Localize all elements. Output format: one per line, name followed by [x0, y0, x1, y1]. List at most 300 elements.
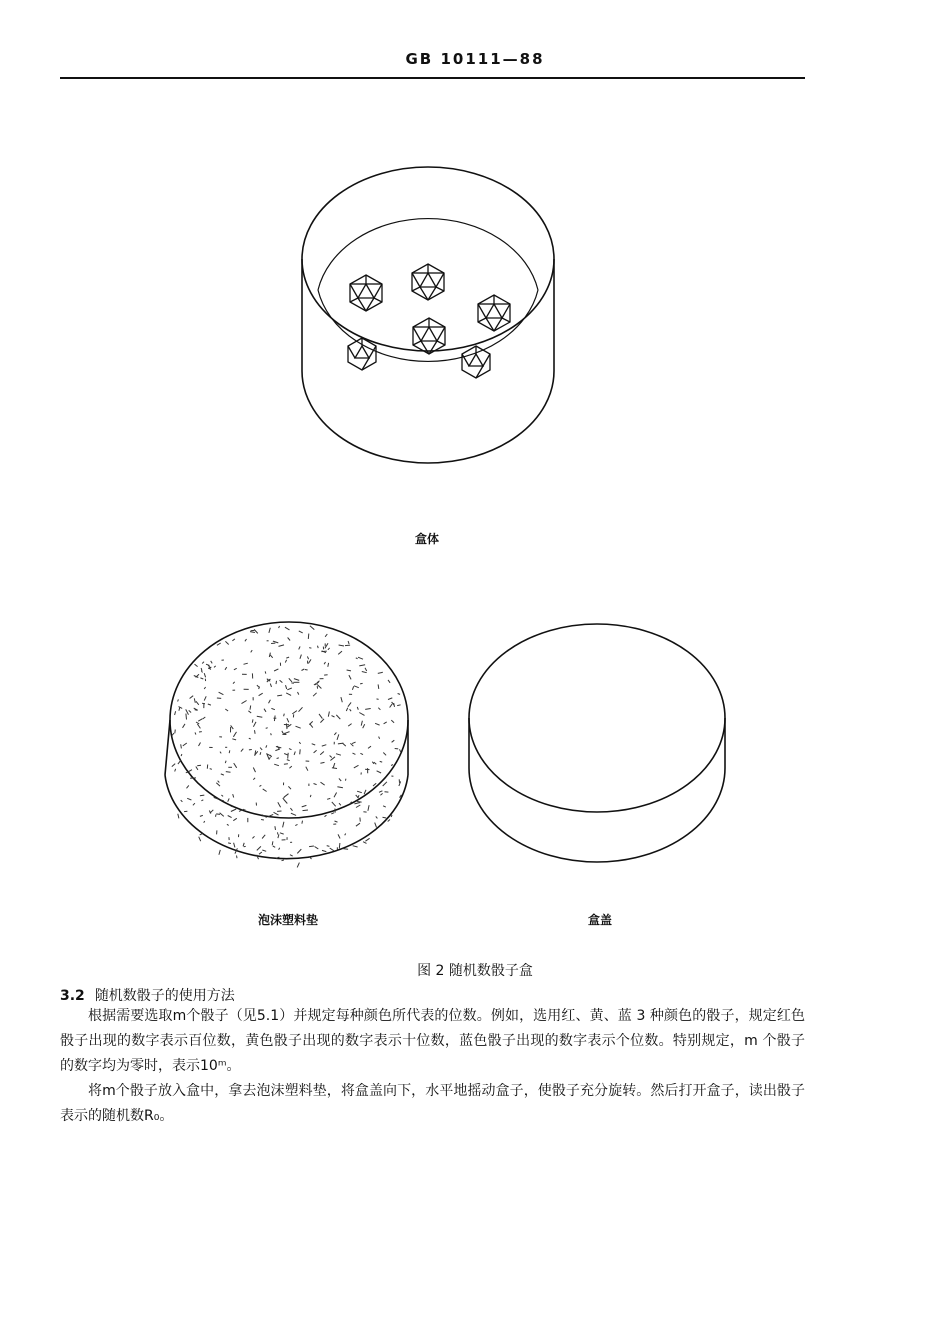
- foam-speckle: [233, 794, 234, 797]
- foam-speckle: [277, 758, 279, 759]
- foam-speckle: [353, 846, 358, 847]
- foam-speckle: [336, 715, 340, 719]
- foam-speckle: [285, 660, 286, 663]
- foam-speckle: [219, 692, 224, 695]
- foam-speckle: [283, 799, 287, 804]
- foam-speckle: [195, 732, 196, 734]
- foam-speckle: [181, 744, 182, 748]
- foam-speckle: [232, 739, 236, 740]
- foam-speckle: [189, 710, 191, 712]
- section-number: 3.2: [60, 988, 85, 1004]
- foam-speckle: [237, 856, 238, 859]
- foam-speckle: [368, 805, 369, 811]
- foam-speckle: [220, 752, 221, 754]
- foam-speckle: [172, 733, 174, 736]
- foam-speckle: [378, 684, 379, 689]
- foam-speckle: [338, 651, 342, 654]
- foam-speckle: [219, 850, 220, 855]
- foam-speckle: [216, 783, 220, 786]
- foam-speckle: [266, 745, 267, 747]
- foam-speckle: [362, 672, 367, 673]
- foam-speckle: [332, 768, 337, 769]
- foam-speckle: [231, 806, 233, 807]
- foam-speckle: [274, 812, 279, 815]
- die-icon: [348, 338, 376, 370]
- foam-speckle: [337, 787, 343, 788]
- foam-speckle: [228, 816, 232, 818]
- foam-speckle: [343, 849, 348, 850]
- foam-speckle: [259, 785, 261, 786]
- foam-speckle: [339, 803, 341, 805]
- foam-speckle: [365, 668, 367, 671]
- foam-speckle: [328, 663, 329, 667]
- foam-speckle: [211, 661, 213, 664]
- foam-speckle: [334, 733, 336, 735]
- foam-speckle: [379, 737, 380, 739]
- foam-speckle: [337, 734, 339, 740]
- foam-speckle: [325, 815, 327, 817]
- foam-speckle: [336, 754, 341, 756]
- foam-speckle: [361, 721, 362, 726]
- foam-speckle: [303, 810, 309, 811]
- foam-speckle: [251, 650, 253, 652]
- foam-speckle: [307, 656, 308, 659]
- foam-speckle: [365, 838, 369, 841]
- foam-speckle: [233, 818, 237, 820]
- foam-speckle: [377, 771, 382, 773]
- foam-speckle: [298, 692, 299, 695]
- foam-speckle: [227, 824, 229, 825]
- foam-speckle: [225, 761, 226, 763]
- foam-speckle: [363, 842, 366, 844]
- foam-speckle: [257, 685, 259, 687]
- foam-speckle: [373, 783, 376, 786]
- foam-speckle: [377, 699, 379, 700]
- section-heading: [60, 985, 235, 1005]
- foam-speckle: [284, 794, 289, 798]
- foam-speckle: [310, 795, 311, 797]
- foam-speckle: [325, 634, 327, 637]
- foam-speckle: [270, 684, 271, 687]
- foam-speckle: [339, 778, 341, 781]
- foam-speckle: [350, 709, 352, 711]
- foam-speckle: [378, 672, 383, 673]
- foam-speckle: [374, 762, 377, 764]
- foam-speckle: [249, 738, 251, 739]
- foam-speckle: [383, 782, 387, 786]
- foam-speckle: [392, 740, 395, 742]
- foam-speckle: [195, 664, 198, 667]
- foam-speckle: [321, 782, 325, 785]
- paragraph-1: 根据需要选取m个骰子（见5.1）并规定每种颜色所代表的位数。例如，选用红、黄、蓝 3 种颜色的骰子，规定红色骰子出现的数字表示百位数，黄色骰子出现的数字表示十位数，蓝色骰子出现的数字表示个位数。特别规定，m 个骰子的数字均为零时，表示10ᵐ。: [60, 1008, 805, 1074]
- die-icon: [350, 275, 382, 311]
- foam-speckle: [279, 848, 280, 850]
- foam-speckle: [197, 724, 200, 728]
- foam-speckle: [291, 813, 296, 815]
- foam-speckle: [330, 756, 332, 758]
- foam-speckle: [234, 843, 235, 848]
- foam-speckle: [328, 712, 329, 717]
- foam-speckle: [200, 815, 203, 816]
- foam-speckle: [203, 717, 206, 719]
- foam-speckle: [349, 675, 351, 679]
- foam-speckle: [320, 719, 324, 723]
- foam-speckle: [253, 722, 256, 727]
- foam-speckle: [228, 798, 230, 801]
- foam-speckle: [234, 763, 237, 768]
- foam-speckle: [294, 752, 295, 755]
- foam-speckle: [288, 753, 289, 759]
- foam-speckle: [322, 850, 326, 851]
- foam-speckle: [297, 849, 301, 853]
- foam-speckle: [200, 678, 203, 679]
- foam-speckle: [221, 774, 224, 775]
- die-icon: [413, 318, 445, 354]
- foam-speckle: [232, 639, 235, 641]
- foam-speckle: [315, 847, 319, 849]
- foam-speckle: [364, 790, 366, 794]
- foam-speckle: [332, 716, 335, 717]
- foam-speckle: [175, 730, 176, 734]
- lid-label: 盒盖: [588, 913, 613, 927]
- section-title: 随机数骰子的使用方法: [94, 988, 235, 1004]
- foam-speckle: [345, 834, 346, 836]
- foam-speckle: [196, 767, 198, 770]
- foam-speckle: [257, 846, 261, 850]
- foam-speckle: [276, 681, 277, 684]
- foam-speckle: [375, 723, 380, 725]
- foam-speckle: [208, 704, 211, 705]
- foam-speckle: [391, 765, 393, 766]
- foam-speckle: [270, 655, 273, 658]
- foam-speckle: [353, 753, 356, 754]
- foam-speckle: [305, 670, 308, 671]
- box-body-label: 盒体: [415, 532, 440, 546]
- foam-speckle: [322, 745, 327, 746]
- foam-speckle: [273, 641, 278, 643]
- foam-speckle: [299, 742, 300, 744]
- foam-speckle: [306, 767, 308, 771]
- foam-speckle: [244, 663, 248, 664]
- foam-speckle: [354, 765, 359, 768]
- foam-speckle: [358, 795, 360, 798]
- foam-speckle: [272, 841, 273, 845]
- foam-speckle: [262, 835, 265, 839]
- foam-speckle: [397, 705, 400, 706]
- foam-speckle: [250, 706, 251, 710]
- foam-speckle: [208, 667, 211, 668]
- foam-speckle: [391, 815, 392, 817]
- foam-speckle: [214, 666, 216, 668]
- foam-speckle: [288, 638, 291, 641]
- foam-speckle: [277, 695, 282, 696]
- foam-speckle: [179, 708, 180, 711]
- foam-speckle: [384, 722, 387, 724]
- foam-speckle: [287, 688, 292, 690]
- foam-speckle: [318, 646, 319, 648]
- foam-speckle: [383, 806, 386, 807]
- foam-speckle: [359, 713, 364, 716]
- foam-speckle: [204, 696, 206, 700]
- foam-speckle: [187, 785, 189, 788]
- foam-speckle: [310, 626, 314, 630]
- foam-speckle: [324, 662, 325, 664]
- foam-speckle: [378, 708, 380, 710]
- foam-speckle: [253, 768, 255, 773]
- foam-speckle: [280, 833, 284, 834]
- foam-speckle: [262, 850, 266, 851]
- foam-speckle: [194, 698, 195, 703]
- foam-speckle: [358, 657, 363, 659]
- foam-speckle: [289, 766, 291, 768]
- foam-speckle: [388, 680, 390, 683]
- foam-speckle: [204, 687, 205, 689]
- foam-speckle: [320, 762, 324, 763]
- foam-speckle: [234, 668, 237, 670]
- foam-speckle: [269, 628, 270, 633]
- foam-speckle: [274, 764, 279, 766]
- foam-speckle: [352, 686, 353, 690]
- foam-speckle: [175, 769, 176, 772]
- foam-speckle: [372, 762, 374, 764]
- foam-speckle: [299, 646, 300, 649]
- foam-speckle: [295, 824, 297, 825]
- foam-speckle: [289, 749, 292, 750]
- foam-speckle: [388, 698, 392, 700]
- foam-speckle: [380, 793, 382, 795]
- foam-speckle: [346, 708, 348, 711]
- foam-speckle: [233, 732, 236, 737]
- foam-speckle: [199, 837, 201, 842]
- foam-speckle: [261, 820, 264, 821]
- foam-speckle: [216, 814, 220, 815]
- foam-speckle: [259, 852, 262, 854]
- foam-speckle: [309, 721, 312, 724]
- foam-pad-drawing: [165, 622, 408, 867]
- foam-speckle: [327, 798, 330, 799]
- foam-speckle: [308, 659, 311, 663]
- foam-speckle: [287, 760, 290, 761]
- foam-speckle: [183, 743, 187, 746]
- foam-speckle: [359, 665, 365, 666]
- foam-speckle: [202, 662, 204, 664]
- foam-speckle: [309, 648, 311, 649]
- foam-speckle: [283, 797, 285, 798]
- foam-speckle: [271, 708, 275, 709]
- figure-title: 图 2 随机数骰子盒: [417, 963, 533, 979]
- lid-drawing: [469, 624, 725, 862]
- foam-speckle: [286, 723, 287, 729]
- foam-speckle: [354, 803, 360, 804]
- foam-speckle: [266, 728, 268, 729]
- foam-speckle: [302, 805, 307, 807]
- die-icon: [412, 264, 444, 300]
- foam-speckle: [330, 848, 334, 851]
- foam-speckle: [348, 702, 351, 706]
- foam-speckle: [178, 699, 179, 701]
- foam-speckle: [338, 834, 340, 838]
- foam-speckle: [286, 657, 289, 658]
- foam-speckle: [241, 749, 243, 752]
- foam-speckle: [288, 786, 291, 789]
- foam-speckle: [201, 800, 203, 801]
- foam-speckle: [280, 680, 283, 682]
- foam-pad-label: 泡沫塑料垫: [258, 913, 319, 927]
- foam-speckle: [360, 753, 363, 754]
- foam-speckle: [383, 753, 386, 756]
- foam-speckle: [388, 820, 390, 822]
- foam-speckle: [352, 742, 356, 744]
- foam-speckle: [347, 670, 351, 671]
- foam-speckle: [332, 802, 336, 806]
- foam-speckle: [313, 693, 317, 696]
- foam-speckle: [292, 711, 297, 714]
- foam-speckle: [314, 784, 317, 785]
- foam-speckle: [178, 760, 181, 764]
- foam-speckle: [354, 686, 359, 688]
- foam-speckle: [375, 823, 377, 828]
- foam-speckle: [302, 821, 303, 824]
- foam-speckle: [357, 802, 362, 803]
- foam-speckle: [175, 711, 176, 715]
- foam-speckle: [255, 730, 256, 734]
- standard-code-header: GB 10111—88: [405, 50, 545, 68]
- foam-speckle: [348, 641, 349, 644]
- foam-speckle: [264, 709, 266, 712]
- foam-speckle: [221, 795, 223, 796]
- foam-speckle: [226, 772, 231, 773]
- foam-speckle: [357, 707, 358, 710]
- foam-speckle: [365, 709, 371, 710]
- foam-speckle: [200, 795, 204, 796]
- foam-speckle: [190, 696, 194, 699]
- foam-speckle: [265, 671, 266, 673]
- foam-speckle: [242, 701, 247, 704]
- foam-speckle: [243, 843, 244, 847]
- foam-speckle: [334, 793, 337, 798]
- foam-speckle: [193, 803, 195, 805]
- foam-speckle: [245, 639, 247, 641]
- foam-speckle: [398, 694, 401, 695]
- foam-speckle: [287, 718, 289, 722]
- foam-speckle: [300, 655, 302, 659]
- foam-speckle: [360, 683, 363, 684]
- foam-speckle: [263, 789, 267, 792]
- foam-speckle: [248, 711, 251, 713]
- foam-speckle: [196, 722, 199, 724]
- foam-speckle: [331, 813, 334, 814]
- foam-speckle: [400, 749, 401, 752]
- foam-speckle: [269, 700, 271, 704]
- foam-speckle: [210, 769, 212, 770]
- foam-speckle: [379, 791, 382, 793]
- foam-speckle: [217, 643, 221, 645]
- foam-speckle: [312, 744, 316, 745]
- foam-speckle: [181, 800, 183, 802]
- foam-speckle: [296, 726, 301, 728]
- foam-speckle: [278, 834, 279, 838]
- foam-speckle: [284, 764, 288, 765]
- foam-speckle: [308, 634, 309, 639]
- foam-speckle: [196, 701, 199, 705]
- foam-speckle: [299, 631, 303, 633]
- foam-speckle: [218, 781, 220, 783]
- foam-speckle: [271, 733, 272, 735]
- foam-speckle: [260, 752, 261, 755]
- foam-speckle: [356, 823, 360, 826]
- foam-speckle: [210, 810, 213, 813]
- foam-speckle: [376, 816, 378, 818]
- foam-speckle: [345, 645, 350, 646]
- foam-speckle: [204, 673, 205, 677]
- foam-speckle: [231, 809, 236, 812]
- foam-speckle: [290, 855, 293, 856]
- foam-speckle: [289, 678, 292, 682]
- foam-speckle: [309, 846, 314, 847]
- foam-speckle: [178, 814, 179, 819]
- foam-speckle: [225, 709, 228, 711]
- foam-speckle: [252, 836, 254, 838]
- foam-speckle: [333, 763, 335, 768]
- foam-speckle: [275, 826, 276, 830]
- foam-speckle: [274, 669, 278, 671]
- foam-speckle: [220, 813, 224, 817]
- foam-speckle: [339, 645, 344, 646]
- foam-speckle: [228, 843, 231, 844]
- foam-speckle: [320, 752, 324, 755]
- foam-speckle: [204, 821, 205, 823]
- foam-speckle: [299, 707, 303, 711]
- foam-speckle: [286, 693, 291, 696]
- foam-speckle: [198, 719, 202, 722]
- foam-speckle: [252, 719, 253, 722]
- foam-speckle: [319, 714, 322, 719]
- foam-speckle: [356, 805, 360, 808]
- foam-speckle: [285, 627, 290, 630]
- foam-speckle: [283, 822, 284, 828]
- foam-speckle: [253, 778, 255, 780]
- foam-speckle: [279, 645, 285, 647]
- foam-speckle: [172, 764, 175, 767]
- foam-speckle: [328, 648, 330, 650]
- foam-speckle: [225, 667, 227, 670]
- foam-speckle: [297, 863, 299, 868]
- foam-speckle: [290, 808, 292, 811]
- foam-speckle: [186, 714, 187, 720]
- foam-speckle: [286, 685, 287, 689]
- foam-speckle: [225, 641, 228, 644]
- foam-speckle: [260, 748, 262, 750]
- foam-speckle: [250, 632, 255, 633]
- foam-speckle: [267, 679, 268, 681]
- foam-speckle: [206, 664, 210, 665]
- foam-speckle: [356, 658, 358, 659]
- foam-speckle: [339, 843, 340, 848]
- foam-speckle: [368, 746, 371, 748]
- foam-speckle: [357, 791, 362, 793]
- die-icon: [478, 295, 510, 331]
- foam-speckle: [200, 834, 203, 835]
- foam-speckle: [383, 817, 387, 818]
- foam-speckle: [363, 724, 365, 728]
- foam-speckle: [282, 860, 284, 861]
- foam-speckle: [273, 846, 275, 847]
- foam-speckle: [229, 750, 230, 753]
- foam-texture: [172, 626, 402, 868]
- foam-speckle: [390, 704, 393, 707]
- foam-speckle: [302, 669, 305, 671]
- foam-speckle: [244, 809, 245, 811]
